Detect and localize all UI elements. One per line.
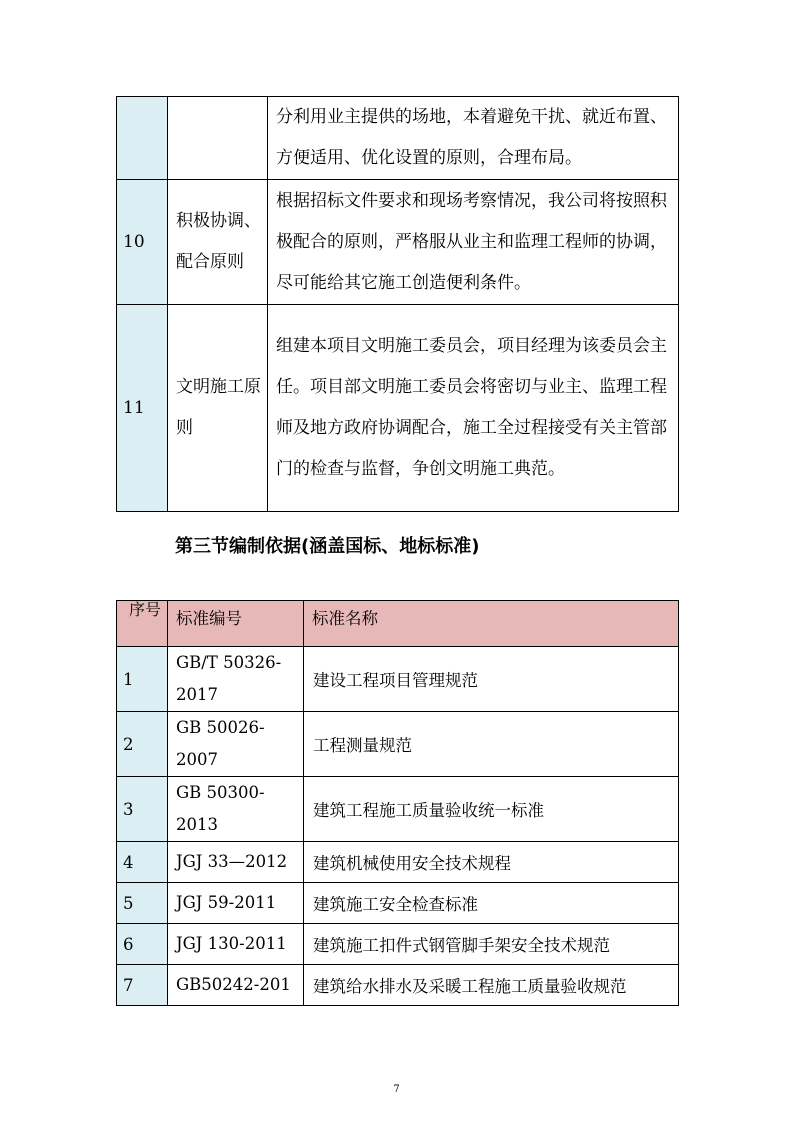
table-row xyxy=(117,305,679,512)
row-number: 10 xyxy=(117,180,168,305)
standard-seq: 1 xyxy=(117,647,168,712)
standard-seq: 3 xyxy=(117,777,168,842)
header-name: 标准名称 xyxy=(304,601,679,647)
standard-seq: 6 xyxy=(117,924,168,965)
header-seq: 序号 xyxy=(117,601,168,647)
principles-table xyxy=(116,96,679,512)
section-title: 第三节编制依据(涵盖国标、地标标准) xyxy=(175,536,480,557)
principle-description: 组建本项目文明施工委员会，项目经理为该委员会主任。项目部文明施工委员会将密切与业主、监理工程师及地方政府协调配合，施工全过程接受有关主管部门的检查与监督，争创文明施工典范。 xyxy=(268,305,679,512)
standard-seq: 5 xyxy=(117,883,168,924)
table-row xyxy=(117,647,679,712)
table-row xyxy=(117,180,679,305)
standard-name: 建筑工程施工质量验收统一标准 xyxy=(304,777,679,842)
standard-code: GB 50300-2013 xyxy=(168,777,304,842)
standard-name: 建筑施工扣件式钢管脚手架安全技术规范 xyxy=(304,924,679,965)
row-number xyxy=(117,97,168,180)
standard-seq: 4 xyxy=(117,842,168,883)
principle-name: 积极协调、配合原则 xyxy=(168,180,268,305)
standard-code: JGJ 59-2011 xyxy=(168,883,304,924)
standard-seq: 7 xyxy=(117,965,168,1006)
principle-name xyxy=(168,97,268,180)
table-row xyxy=(117,97,679,180)
page-number: 7 xyxy=(393,1084,400,1095)
standard-code: GB50242-201 xyxy=(168,965,304,1006)
standard-code: GB 50026-2007 xyxy=(168,712,304,777)
table-row xyxy=(117,924,679,965)
table-header-row xyxy=(117,601,679,647)
standard-name: 建筑给水排水及采暖工程施工质量验收规范 xyxy=(304,965,679,1006)
standard-code: GB/T 50326-2017 xyxy=(168,647,304,712)
table-row xyxy=(117,712,679,777)
table-row xyxy=(117,777,679,842)
header-code: 标准编号 xyxy=(168,601,304,647)
standard-name: 建筑施工安全检查标准 xyxy=(304,883,679,924)
standard-name: 工程测量规范 xyxy=(304,712,679,777)
table-row xyxy=(117,842,679,883)
standards-table xyxy=(116,600,679,1006)
standard-name: 建筑机械使用安全技术规程 xyxy=(304,842,679,883)
table-row xyxy=(117,883,679,924)
principle-description: 分利用业主提供的场地，本着避免干扰、就近布置、方便适用、优化设置的原则，合理布局。 xyxy=(268,97,679,180)
table-row xyxy=(117,965,679,1006)
principle-name: 文明施工原则 xyxy=(168,305,268,512)
principle-description: 根据招标文件要求和现场考察情况，我公司将按照积极配合的原则，严格服从业主和监理工程师的协调，尽可能给其它施工创造便利条件。 xyxy=(268,180,679,305)
row-number: 11 xyxy=(117,305,168,512)
standard-name: 建设工程项目管理规范 xyxy=(304,647,679,712)
standard-code: JGJ 130-2011 xyxy=(168,924,304,965)
standard-code: JGJ 33—2012 xyxy=(168,842,304,883)
standard-seq: 2 xyxy=(117,712,168,777)
